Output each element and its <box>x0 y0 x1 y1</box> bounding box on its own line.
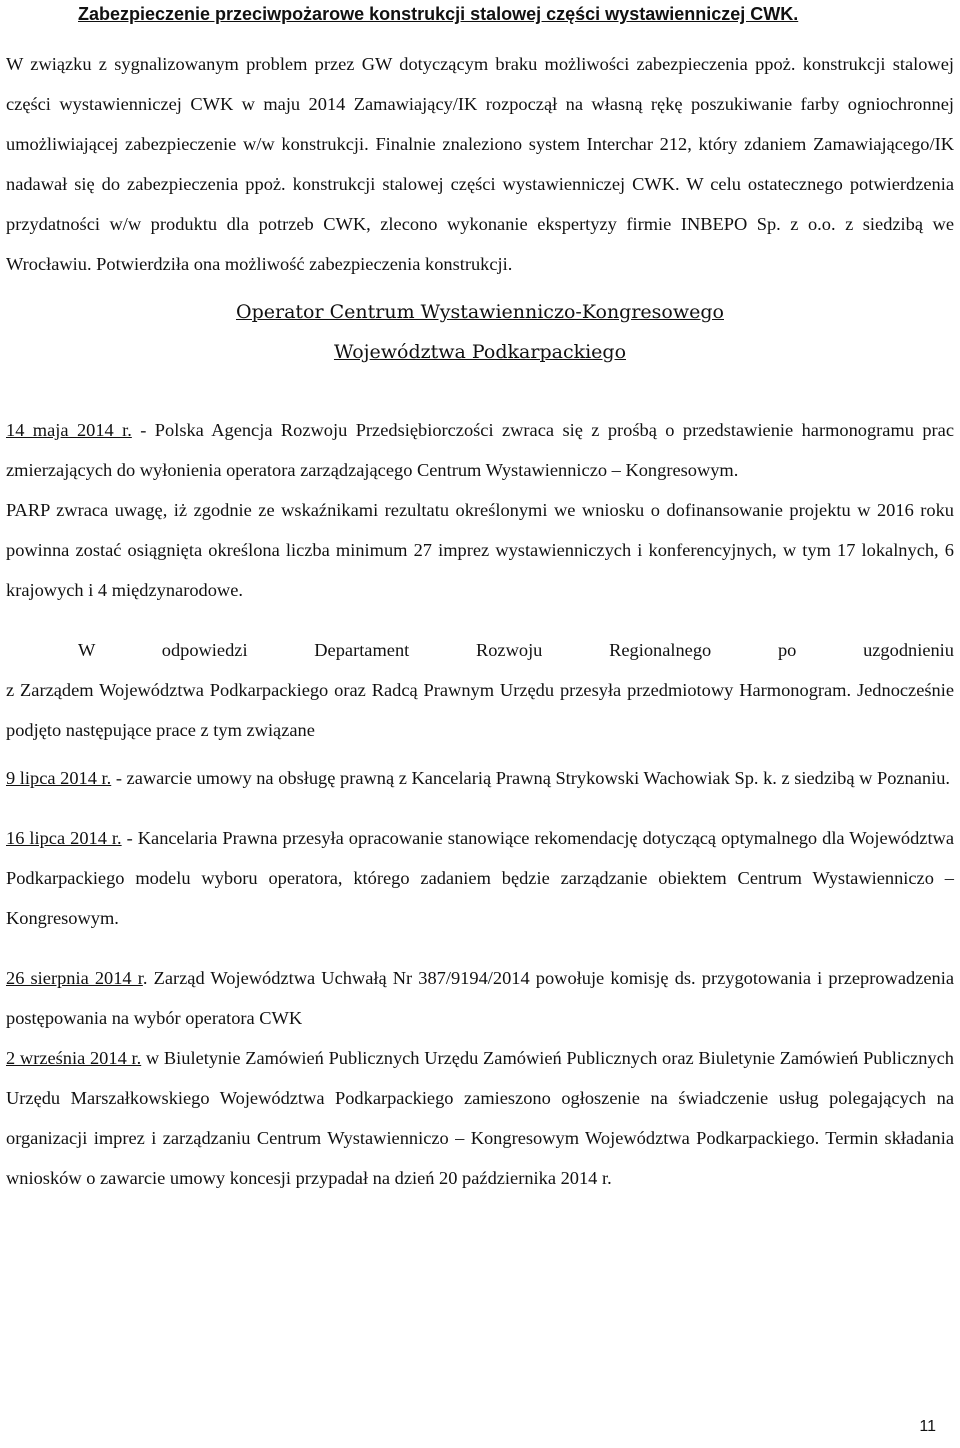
operator-heading-line2: Województwa Podkarpackiego <box>333 341 627 363</box>
response-first-line: W odpowiedzi Departament Rozwoju Regionalnego po uzgodnieniu <box>78 640 954 660</box>
page-number: 11 <box>919 1418 936 1435</box>
entry-16-lipca <box>6 818 954 938</box>
spacer <box>6 798 954 818</box>
entry-14-maja <box>6 410 954 490</box>
intro-paragraph: W związku z sygnalizowanym problem przez GW dotyczącym braku możliwości zabezpieczenia ppoż. konstrukcji stalowej części wystawienniczej CWK w maju 2014 Zamawiający/IK rozpoczął na własną rękę poszukiwanie farby ogniochronnej umożliwiającej zabezpieczenie w/w konstrukcji. Finalnie znaleziono system Interchar 212, który zdaniem Zamawiającego/IK nadawał się do zabezpieczenia ppoż. konstrukcji stalowej części wystawienniczej CWK. W celu ostatecznego potwierdzenia przydatności w/w produktu dla potrzeb CWK, zlecono wykonanie ekspertyzy firmie INBEPO Sp. z o.o. z siedzibą we Wrocławiu. Potwierdziła ona możliwość zabezpieczenia konstrukcji. <box>6 54 954 274</box>
spacer <box>6 372 954 410</box>
entry-2-wrzesnia <box>6 1038 954 1198</box>
spacer <box>6 284 954 292</box>
spacer <box>6 938 954 958</box>
entry-date: 16 lipca 2014 r. <box>6 828 122 848</box>
document-page <box>6 0 954 1198</box>
entry-date: 2 września 2014 r. <box>6 1048 142 1068</box>
entry-date: 9 lipca 2014 r. <box>6 768 112 788</box>
spacer <box>6 750 954 758</box>
response-paragraph <box>6 630 954 750</box>
operator-heading-line1: Operator Centrum Wystawienniczo-Kongresowego <box>236 301 724 323</box>
parp-paragraph: PARP zwraca uwagę, iż zgodnie ze wskaźnikami rezultatu określonymi we wniosku o dofinansowanie projektu w 2016 roku powinna zostać osiągnięta określona liczba minimum 27 imprez wystawienniczych i konferencyjnych, w tym 17 lokalnych, 6 krajowych i 4 międzynarodowe. <box>6 500 954 600</box>
entry-text: . Zarząd Województwa Uchwałą Nr 387/9194/2014 powołuje komisję ds. przygotowania i przeprowadzenia postępowania na wybór operatora CWK <box>6 968 954 1028</box>
document-title: Zabezpieczenie przeciwpożarowe konstrukcji stalowej części wystawienniczej CWK. <box>78 4 799 24</box>
entry-date: 14 maja 2014 r. <box>6 420 132 440</box>
entry-date: 26 sierpnia 2014 r <box>6 968 143 988</box>
spacer <box>6 610 954 630</box>
entry-text: - zawarcie umowy na obsługę prawną z Kancelarią Prawną Strykowski Wachowiak Sp. k. z siedzibą w Poznaniu. <box>111 768 951 788</box>
entry-text: - Kancelaria Prawna przesyła opracowanie stanowiące rekomendację dotyczącą optymalnego dla Województwa Podkarpackiego modelu wyboru operatora, którego zadaniem będzie zarządzanie obiektem Centrum Wystawienniczo – Kongresowym. <box>6 828 954 928</box>
entry-9-lipca <box>6 758 954 798</box>
entry-text: w Biuletynie Zamówień Publicznych Urzędu Zamówień Publicznych oraz Biuletynie Zamówień Publicznych Urzędu Marszałkowskiego Województwa Podkarpackiego zamieszono ogłoszenie na świadczenie usług polegających na organizacji imprez i zarządzaniu Centrum Wystawienniczo – Kongresowym Województwa Podkarpackiego. Termin składania wniosków o zawarcie umowy koncesji przypadał na dzień 20 października 2014 r. <box>6 1048 954 1188</box>
response-rest: z Zarządem Województwa Podkarpackiego oraz Radcą Prawnym Urzędu przesyła przedmiotowy Harmonogram. Jednocześnie podjęto następujące prace z tym związane <box>6 680 954 740</box>
entry-text: - Polska Agencja Rozwoju Przedsiębiorczości zwraca się z prośbą o przedstawienie harmonogramu prac zmierzających do wyłonienia operatora zarządzającego Centrum Wystawienniczo – Kongresowym. <box>6 420 954 480</box>
entry-26-sierpnia <box>6 958 954 1038</box>
